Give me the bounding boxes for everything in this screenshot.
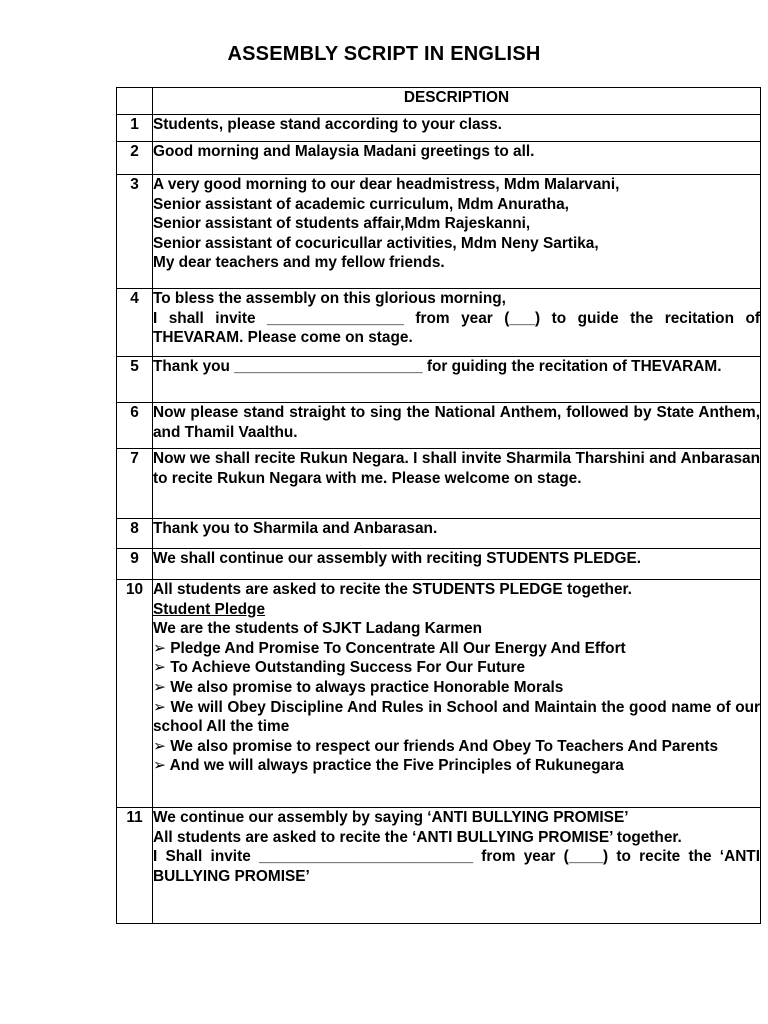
description-line: We continue our assembly by saying ‘ANTI BULLYING PROMISE’: [153, 809, 629, 826]
arrow-bullet-icon: ➢: [153, 698, 166, 716]
row-number: 4: [117, 289, 153, 357]
table-row: [117, 519, 761, 549]
description-line: Senior assistant of cocuricullar activities, Mdm Neny Sartika,: [153, 234, 599, 252]
row-number: 8: [117, 519, 153, 549]
row-description: [153, 580, 761, 808]
arrow-bullet-icon: ➢: [153, 659, 166, 677]
row-number: 7: [117, 449, 153, 519]
row-description: [153, 519, 761, 549]
description-line: I Shall invite _________________________ from year (____) to recite the ‘ANTI BULLYING PROMISE’: [153, 848, 760, 885]
pledge-heading: Student Pledge: [153, 600, 266, 618]
pledge-item: ➢ We also promise to respect our friends And Obey To Teachers And Parents: [153, 737, 719, 755]
assembly-script-table: [116, 87, 761, 924]
table-row: [117, 115, 761, 142]
row-description: [153, 403, 761, 449]
row-number: 5: [117, 357, 153, 403]
pledge-item: ➢ Pledge And Promise To Concentrate All Our Energy And Effort: [153, 639, 626, 657]
table-row: [117, 175, 761, 289]
pledge-item: ➢ To Achieve Outstanding Success For Our Future: [153, 659, 526, 677]
description-line: A very good morning to our dear headmistress, Mdm Malarvani,: [153, 176, 620, 193]
row-description: [153, 549, 761, 580]
row-description: [153, 115, 761, 142]
table-row: [117, 403, 761, 449]
description-line: I shall invite ________________ from year (___) to guide the recitation of THEVARAM. Please come on stage.: [153, 309, 760, 347]
row-number: 6: [117, 403, 153, 449]
table-row: [117, 449, 761, 519]
row-number: 1: [117, 115, 153, 142]
row-number: 11: [117, 808, 153, 924]
description-line: Thank you ______________________ for guiding the recitation of THEVARAM.: [153, 358, 722, 375]
table-row: [117, 808, 761, 924]
description-line: Now we shall recite Rukun Negara. I shall invite Sharmila Tharshini and Anbarasan to recite Rukun Negara with me. Please welcome on stage.: [153, 450, 760, 487]
description-column-header: DESCRIPTION: [153, 88, 761, 115]
row-description: [153, 175, 761, 289]
row-number: 2: [117, 142, 153, 175]
arrow-bullet-icon: ➢: [153, 737, 166, 755]
description-line: Students, please stand according to your class.: [153, 116, 502, 133]
pledge-item: ➢ We also promise to always practice Honorable Morals: [153, 678, 564, 696]
table-row: [117, 549, 761, 580]
row-number: 3: [117, 175, 153, 289]
description-line: All students are asked to recite the ‘ANTI BULLYING PROMISE’ together.: [153, 828, 682, 846]
number-column-header: [117, 88, 153, 115]
description-line: Senior assistant of students affair,Mdm Rajeskanni,: [153, 215, 531, 233]
row-description: [153, 808, 761, 924]
arrow-bullet-icon: ➢: [153, 639, 166, 657]
description-line: My dear teachers and my fellow friends.: [153, 254, 445, 272]
arrow-bullet-icon: ➢: [153, 678, 166, 696]
arrow-bullet-icon: ➢: [153, 757, 166, 775]
pledge-intro: We are the students of SJKT Ladang Karmen: [153, 620, 482, 638]
description-line: Thank you to Sharmila and Anbarasan.: [153, 520, 438, 537]
table-row: [117, 580, 761, 808]
pledge-item: ➢ And we will always practice the Five Principles of Rukunegara: [153, 757, 624, 775]
pledge-item: ➢ We will Obey Discipline And Rules in School and Maintain the good name of our school All the time: [153, 698, 760, 736]
table-row: [117, 357, 761, 403]
row-description: [153, 357, 761, 403]
description-line: Good morning and Malaysia Madani greetings to all.: [153, 143, 535, 160]
row-number: 9: [117, 549, 153, 580]
row-description: [153, 289, 761, 357]
pledge-list: [153, 639, 760, 776]
page-title: ASSEMBLY SCRIPT IN ENGLISH: [227, 43, 541, 65]
description-line: To bless the assembly on this glorious morning,: [153, 290, 506, 307]
row-description: [153, 142, 761, 175]
row-number: 10: [117, 580, 153, 808]
description-line: Now please stand straight to sing the National Anthem, followed by State Anthem, and Thamil Vaalthu.: [153, 404, 760, 441]
row-description: [153, 449, 761, 519]
description-line: We shall continue our assembly with reciting STUDENTS PLEDGE.: [153, 550, 642, 567]
table-header-row: [117, 88, 761, 115]
description-line: All students are asked to recite the STUDENTS PLEDGE together.: [153, 581, 632, 598]
table-row: [117, 289, 761, 357]
description-line: Senior assistant of academic curriculum, Mdm Anuratha,: [153, 195, 569, 213]
table-row: [117, 142, 761, 175]
